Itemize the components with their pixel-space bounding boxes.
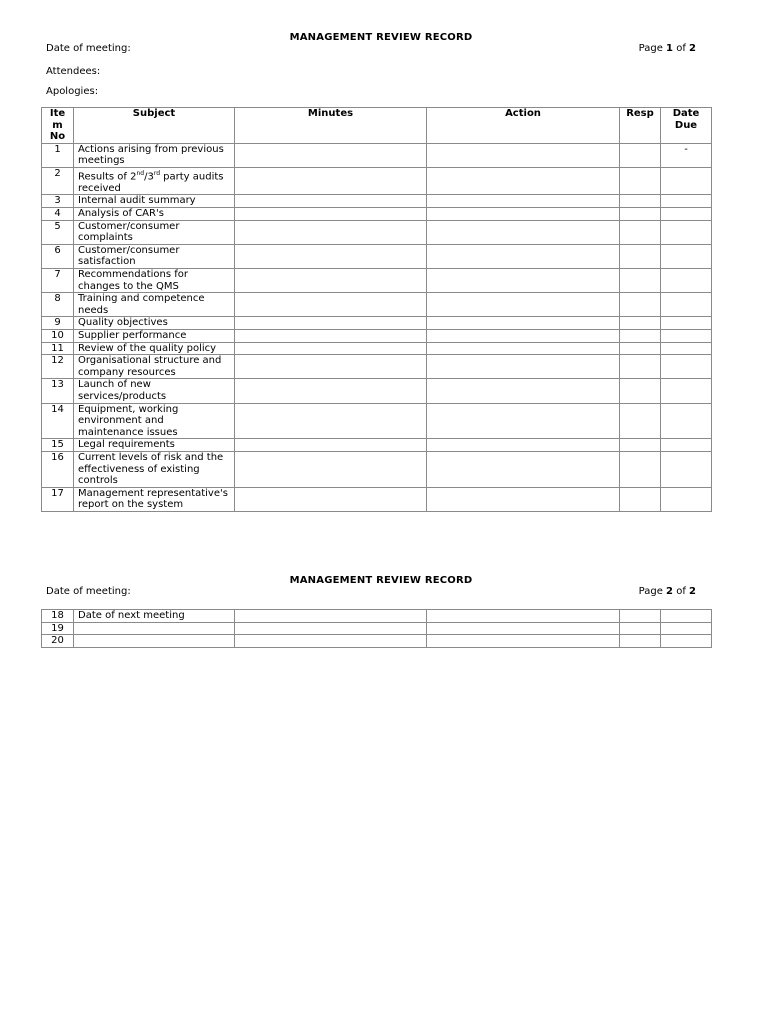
table-header-row	[42, 108, 712, 144]
resp-cell[interactable]	[620, 330, 661, 343]
document-title: MANAGEMENT REVIEW RECORD	[289, 32, 473, 43]
item-number: 5	[42, 220, 74, 244]
minutes-cell[interactable]	[235, 220, 427, 244]
table-row	[42, 330, 712, 343]
resp-cell[interactable]	[620, 487, 661, 511]
minutes-cell[interactable]	[235, 195, 427, 208]
item-number: 6	[42, 244, 74, 268]
resp-cell[interactable]	[620, 403, 661, 439]
table-row	[42, 439, 712, 452]
resp-cell[interactable]	[620, 317, 661, 330]
subject-cell: Review of the quality policy	[74, 342, 235, 355]
table-row	[42, 487, 712, 511]
item-number: 17	[42, 487, 74, 511]
subject-header: Subject	[74, 108, 235, 144]
resp-cell[interactable]	[620, 342, 661, 355]
subject-cell: Equipment, working environment and maintenance issues	[74, 403, 235, 439]
resp-cell[interactable]	[620, 208, 661, 221]
action-cell[interactable]	[427, 143, 620, 167]
date-due-cell[interactable]	[661, 610, 712, 623]
resp-cell[interactable]	[620, 622, 661, 635]
page-indicator: Page 1 of 2	[638, 43, 696, 54]
minutes-cell[interactable]	[235, 244, 427, 268]
attendees-label: Attendees:	[46, 66, 101, 77]
date-due-cell[interactable]	[661, 330, 712, 343]
date-due-cell[interactable]	[661, 220, 712, 244]
minutes-header: Minutes	[235, 108, 427, 144]
resp-header: Resp	[620, 108, 661, 144]
action-cell[interactable]	[427, 355, 620, 379]
subject-cell: Analysis of CAR's	[74, 208, 235, 221]
action-cell[interactable]	[427, 439, 620, 452]
action-cell[interactable]	[427, 622, 620, 635]
action-cell[interactable]	[427, 195, 620, 208]
review-table	[41, 107, 712, 512]
minutes-cell[interactable]	[235, 451, 427, 487]
action-cell[interactable]	[427, 635, 620, 648]
date-due-cell[interactable]	[661, 317, 712, 330]
subject-cell: Training and competence needs	[74, 293, 235, 317]
subject-cell: Recommendations for changes to the QMS	[74, 269, 235, 293]
minutes-cell[interactable]	[235, 622, 427, 635]
subject-cell: Management representative's report on the system	[74, 487, 235, 511]
subject-cell[interactable]	[74, 622, 235, 635]
table-row	[42, 451, 712, 487]
resp-cell[interactable]	[620, 451, 661, 487]
minutes-cell[interactable]	[235, 379, 427, 403]
minutes-cell[interactable]	[235, 208, 427, 221]
minutes-cell[interactable]	[235, 330, 427, 343]
action-cell[interactable]	[427, 403, 620, 439]
item-no-header: Ite m No	[42, 108, 74, 144]
minutes-cell[interactable]	[235, 317, 427, 330]
date-due-cell[interactable]: -	[661, 143, 712, 167]
minutes-cell[interactable]	[235, 167, 427, 195]
table-row	[42, 379, 712, 403]
item-number: 14	[42, 403, 74, 439]
action-cell[interactable]	[427, 487, 620, 511]
minutes-cell[interactable]	[235, 355, 427, 379]
action-header: Action	[427, 108, 620, 144]
subject-cell: Supplier performance	[74, 330, 235, 343]
date-due-cell[interactable]	[661, 269, 712, 293]
date-due-cell[interactable]	[661, 439, 712, 452]
table-row	[42, 610, 712, 623]
table-row	[42, 622, 712, 635]
action-cell[interactable]	[427, 269, 620, 293]
subject-cell: Actions arising from previous meetings	[74, 143, 235, 167]
date-due-cell[interactable]	[661, 244, 712, 268]
resp-cell[interactable]	[620, 439, 661, 452]
apologies-label: Apologies:	[46, 86, 99, 97]
resp-cell[interactable]	[620, 355, 661, 379]
date-due-cell[interactable]	[661, 293, 712, 317]
item-number: 4	[42, 208, 74, 221]
action-cell[interactable]	[427, 208, 620, 221]
table-row	[42, 167, 712, 195]
item-number: 19	[42, 622, 74, 635]
date-of-meeting-label: Date of meeting:	[46, 43, 131, 54]
minutes-cell[interactable]	[235, 269, 427, 293]
table-row	[42, 269, 712, 293]
table-row	[42, 208, 712, 221]
resp-cell[interactable]	[620, 269, 661, 293]
resp-cell[interactable]	[620, 635, 661, 648]
item-number: 1	[42, 143, 74, 167]
resp-cell[interactable]	[620, 244, 661, 268]
action-cell[interactable]	[427, 342, 620, 355]
item-number: 15	[42, 439, 74, 452]
subject-cell: Legal requirements	[74, 439, 235, 452]
table-row	[42, 403, 712, 439]
date-due-cell[interactable]	[661, 403, 712, 439]
minutes-cell[interactable]	[235, 293, 427, 317]
date-due-cell[interactable]	[661, 451, 712, 487]
item-number: 9	[42, 317, 74, 330]
table-row	[42, 143, 712, 167]
date-due-cell[interactable]	[661, 195, 712, 208]
resp-cell[interactable]	[620, 195, 661, 208]
subject-cell: Launch of new services/products	[74, 379, 235, 403]
date-due-cell[interactable]	[661, 167, 712, 195]
item-number: 8	[42, 293, 74, 317]
action-cell[interactable]	[427, 451, 620, 487]
table-row	[42, 293, 712, 317]
date-due-cell[interactable]	[661, 622, 712, 635]
page-indicator: Page 2 of 2	[638, 586, 696, 597]
resp-cell[interactable]	[620, 379, 661, 403]
item-number: 10	[42, 330, 74, 343]
table-row	[42, 355, 712, 379]
subject-cell: Internal audit summary	[74, 195, 235, 208]
date-of-meeting-label: Date of meeting:	[46, 586, 131, 597]
item-number: 2	[42, 167, 74, 195]
action-cell[interactable]	[427, 293, 620, 317]
date-due-cell[interactable]	[661, 355, 712, 379]
item-number: 18	[42, 610, 74, 623]
table-row	[42, 195, 712, 208]
item-number: 13	[42, 379, 74, 403]
action-cell[interactable]	[427, 330, 620, 343]
table-row	[42, 244, 712, 268]
resp-cell[interactable]	[620, 220, 661, 244]
subject-cell: Customer/consumer complaints	[74, 220, 235, 244]
subject-cell: Quality objectives	[74, 317, 235, 330]
item-number: 7	[42, 269, 74, 293]
minutes-cell[interactable]	[235, 635, 427, 648]
action-cell[interactable]	[427, 167, 620, 195]
table-row	[42, 317, 712, 330]
item-number: 3	[42, 195, 74, 208]
resp-cell[interactable]	[620, 143, 661, 167]
minutes-cell[interactable]	[235, 439, 427, 452]
item-number: 20	[42, 635, 74, 648]
item-number: 12	[42, 355, 74, 379]
subject-cell: Results of 2nd/3rd party audits received	[74, 167, 235, 195]
date-due-cell[interactable]	[661, 342, 712, 355]
table-row	[42, 342, 712, 355]
action-cell[interactable]	[427, 317, 620, 330]
document-title: MANAGEMENT REVIEW RECORD	[289, 575, 473, 586]
item-number: 11	[42, 342, 74, 355]
minutes-cell[interactable]	[235, 143, 427, 167]
subject-cell: Date of next meeting	[74, 610, 235, 623]
minutes-cell[interactable]	[235, 610, 427, 623]
minutes-cell[interactable]	[235, 403, 427, 439]
date-due-cell[interactable]	[661, 208, 712, 221]
resp-cell[interactable]	[620, 167, 661, 195]
date-due-header: Date Due	[661, 108, 712, 144]
item-number: 16	[42, 451, 74, 487]
resp-cell[interactable]	[620, 293, 661, 317]
subject-cell: Current levels of risk and the effectiveness of existing controls	[74, 451, 235, 487]
minutes-cell[interactable]	[235, 487, 427, 511]
table-row	[42, 220, 712, 244]
resp-cell[interactable]	[620, 610, 661, 623]
action-cell[interactable]	[427, 610, 620, 623]
review-table-continued	[41, 609, 712, 648]
minutes-cell[interactable]	[235, 342, 427, 355]
subject-cell: Organisational structure and company resources	[74, 355, 235, 379]
subject-cell: Customer/consumer satisfaction	[74, 244, 235, 268]
subject-cell[interactable]	[74, 635, 235, 648]
table-row	[42, 635, 712, 648]
date-due-cell[interactable]	[661, 487, 712, 511]
action-cell[interactable]	[427, 244, 620, 268]
action-cell[interactable]	[427, 379, 620, 403]
date-due-cell[interactable]	[661, 635, 712, 648]
action-cell[interactable]	[427, 220, 620, 244]
date-due-cell[interactable]	[661, 379, 712, 403]
